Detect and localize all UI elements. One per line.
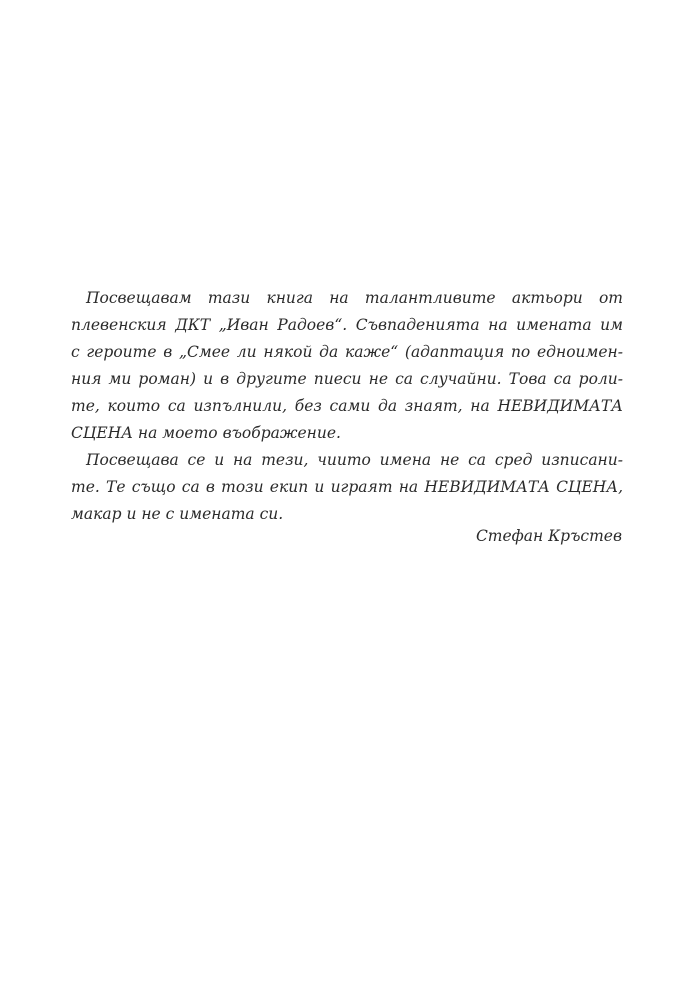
text-line: СЦЕНА на моето въображение. (71, 424, 341, 442)
dedication-text (71, 285, 623, 528)
text-line: те. Те също са в този екип и играят на НЕВИДИМАТА СЦЕНА, (71, 478, 623, 496)
dedication-paragraph-1 (71, 285, 623, 447)
text-line: макар и не с имената си. (71, 505, 284, 523)
author-signature: Стефан Кръстев (475, 527, 622, 545)
text-line: Посвещава се и на тези, чиито имена не са сред изписани- (86, 451, 623, 469)
text-line: ния ми роман) и в другите пиеси не са случайни. Това са роли- (71, 370, 623, 388)
text-line: с героите в „Смее ли някой да каже“ (адаптация по едноимен- (71, 343, 623, 361)
text-line: те, които са изпълнили, без сами да знаят, на НЕВИДИМАТА (71, 397, 623, 415)
dedication-paragraph-2 (71, 447, 623, 528)
text-line: Посвещавам тази книга на талантливите актьори от (86, 289, 623, 307)
text-line: плевенския ДКТ „Иван Радоев“. Съвпаденията на имената им (71, 316, 623, 334)
